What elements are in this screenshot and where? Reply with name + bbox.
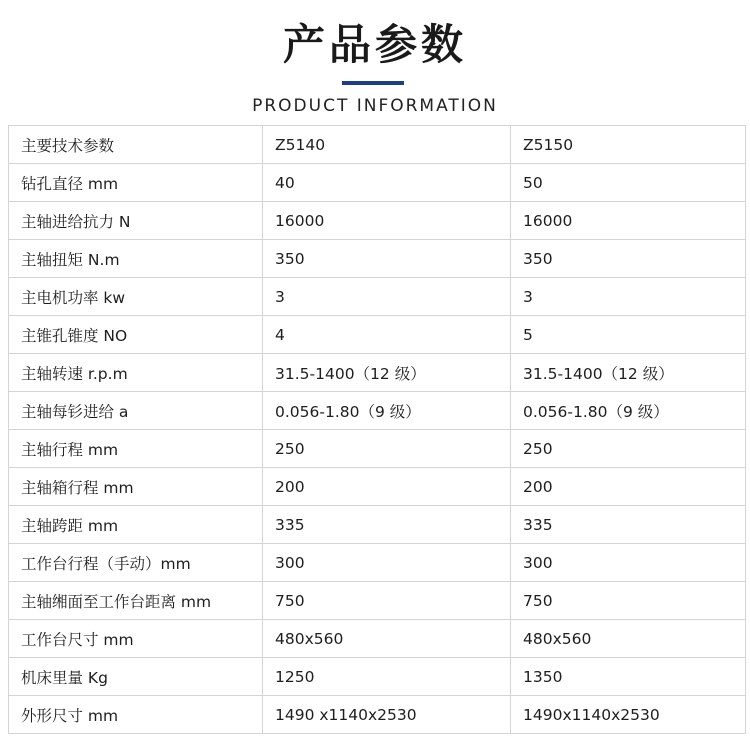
z5150-value-cell: 200 bbox=[511, 468, 746, 506]
table-row bbox=[9, 506, 746, 544]
param-name-cell: 主轴行程 mm bbox=[9, 430, 263, 468]
table-row bbox=[9, 316, 746, 354]
param-name-cell: 主轴缃面至工作台距离 mm bbox=[9, 582, 263, 620]
z5150-value-cell: 31.5-1400（12 级） bbox=[511, 354, 746, 392]
table-row bbox=[9, 202, 746, 240]
table-row bbox=[9, 468, 746, 506]
table-row bbox=[9, 392, 746, 430]
z5150-value-cell: 16000 bbox=[511, 202, 746, 240]
spec-table-body bbox=[9, 126, 746, 734]
param-name-cell: 主轴箱行程 mm bbox=[9, 468, 263, 506]
z5150-value-cell: 480x560 bbox=[511, 620, 746, 658]
table-row bbox=[9, 278, 746, 316]
param-name-cell: 机床里量 Kg bbox=[9, 658, 263, 696]
z5140-value-cell: 1250 bbox=[263, 658, 511, 696]
z5140-value-cell: 16000 bbox=[263, 202, 511, 240]
table-row bbox=[9, 658, 746, 696]
z5150-value-cell: 50 bbox=[511, 164, 746, 202]
param-name-cell: 主轴每钐进给 a bbox=[9, 392, 263, 430]
z5150-value-cell: 0.056-1.80（9 级） bbox=[511, 392, 746, 430]
param-name-cell: 主轴跨距 mm bbox=[9, 506, 263, 544]
param-name-cell: 主轴扭矩 N.m bbox=[9, 240, 263, 278]
z5140-value-cell: 31.5-1400（12 级） bbox=[263, 354, 511, 392]
page-subtitle: PRODUCT INFORMATION bbox=[252, 96, 498, 116]
table-row bbox=[9, 696, 746, 734]
z5150-value-cell: 750 bbox=[511, 582, 746, 620]
z5140-value-cell: 250 bbox=[263, 430, 511, 468]
table-row bbox=[9, 164, 746, 202]
param-name-cell: 主轴转速 r.p.m bbox=[9, 354, 263, 392]
table-row bbox=[9, 240, 746, 278]
table-header-row bbox=[9, 126, 746, 164]
z5150-value-cell: 3 bbox=[511, 278, 746, 316]
table-row bbox=[9, 582, 746, 620]
param-name-cell: 钻孔直径 mm bbox=[9, 164, 263, 202]
param-name-cell: 工作台行程（手动）mm bbox=[9, 544, 263, 582]
z5140-value-cell: 40 bbox=[263, 164, 511, 202]
z5150-value-cell: 350 bbox=[511, 240, 746, 278]
z5140-value-cell: 480x560 bbox=[263, 620, 511, 658]
z5150-value-cell: 1490x1140x2530 bbox=[511, 696, 746, 734]
param-name-cell: 主要技术参数 bbox=[9, 126, 263, 164]
z5140-value-cell: 335 bbox=[263, 506, 511, 544]
param-name-cell: 外形尺寸 mm bbox=[9, 696, 263, 734]
z5150-value-cell: 300 bbox=[511, 544, 746, 582]
param-name-cell: 主锥孔锥度 NO bbox=[9, 316, 263, 354]
z5140-value-cell: 0.056-1.80（9 级） bbox=[263, 392, 511, 430]
z5140-value-cell: 300 bbox=[263, 544, 511, 582]
z5150-value-cell: 335 bbox=[511, 506, 746, 544]
z5140-value-cell: 3 bbox=[263, 278, 511, 316]
table-row bbox=[9, 544, 746, 582]
z5140-value-cell: 4 bbox=[263, 316, 511, 354]
table-row bbox=[9, 620, 746, 658]
table-row bbox=[9, 354, 746, 392]
z5150-value-cell: 250 bbox=[511, 430, 746, 468]
title-accent-bar bbox=[342, 81, 404, 85]
table-row bbox=[9, 430, 746, 468]
z5140-value-cell: 350 bbox=[263, 240, 511, 278]
z5150-value-cell: 5 bbox=[511, 316, 746, 354]
page-header bbox=[0, 0, 750, 125]
param-name-cell: 主轴进给抗力 N bbox=[9, 202, 263, 240]
param-name-cell: 主电机功率 kw bbox=[9, 278, 263, 316]
z5140-value-cell: 1490 x1140x2530 bbox=[263, 696, 511, 734]
z5150-value-cell: 1350 bbox=[511, 658, 746, 696]
spec-table bbox=[8, 125, 746, 734]
z5140-value-cell: 200 bbox=[263, 468, 511, 506]
param-name-cell: 工作台尺寸 mm bbox=[9, 620, 263, 658]
z5150-value-cell: Z5150 bbox=[511, 126, 746, 164]
page-title: 产品参数 bbox=[282, 20, 467, 69]
z5140-value-cell: 750 bbox=[263, 582, 511, 620]
z5140-value-cell: Z5140 bbox=[263, 126, 511, 164]
